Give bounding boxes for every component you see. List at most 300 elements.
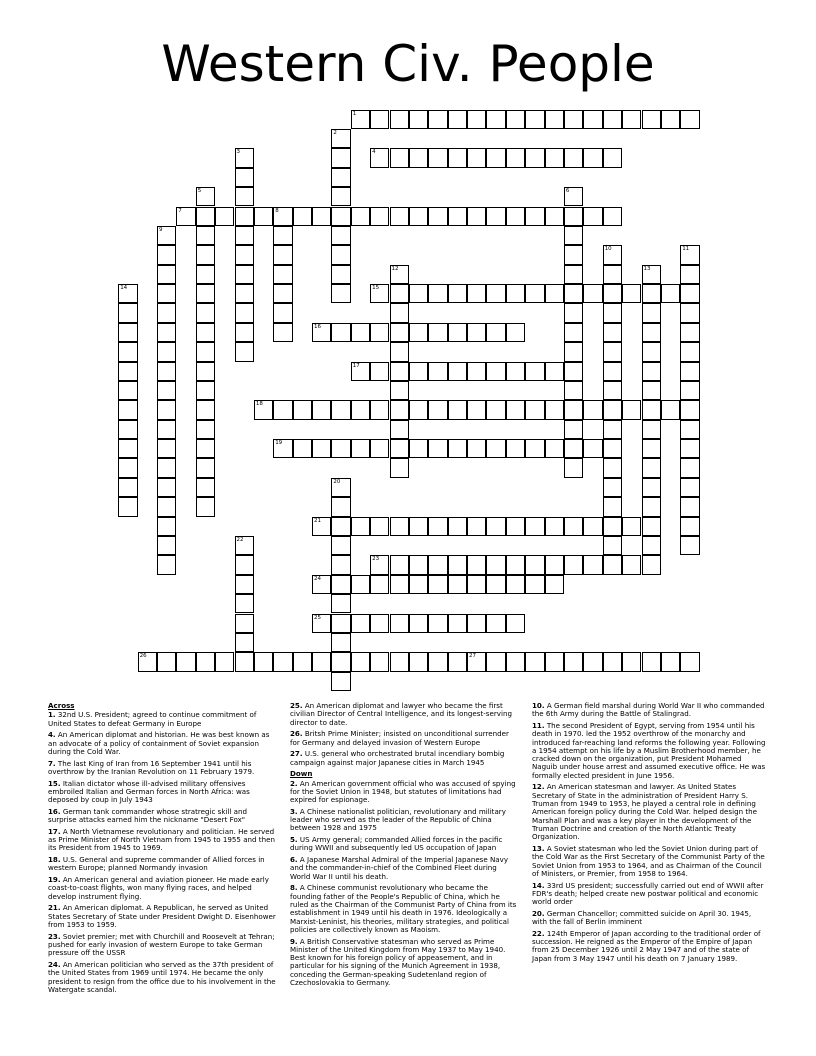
grid-cell[interactable] (545, 439, 564, 458)
grid-cell[interactable] (196, 284, 215, 303)
grid-cell[interactable] (331, 652, 350, 671)
grid-cell[interactable] (331, 284, 350, 303)
grid-cell[interactable] (642, 536, 661, 555)
grid-cell[interactable] (603, 652, 622, 671)
grid-cell[interactable] (525, 575, 544, 594)
grid-cell[interactable] (235, 614, 254, 633)
grid-cell[interactable] (564, 226, 583, 245)
grid-cell[interactable] (235, 284, 254, 303)
grid-cell[interactable] (467, 207, 486, 226)
grid-cell[interactable] (293, 400, 312, 419)
grid-cell[interactable] (390, 323, 409, 342)
grid-cell[interactable] (642, 362, 661, 381)
grid-cell[interactable] (196, 652, 215, 671)
grid-cell[interactable] (642, 342, 661, 361)
grid-cell[interactable] (235, 323, 254, 342)
grid-cell[interactable] (680, 400, 699, 419)
grid-cell[interactable] (486, 400, 505, 419)
grid-cell[interactable] (273, 652, 292, 671)
grid-cell[interactable] (331, 555, 350, 574)
grid-cell[interactable] (351, 439, 370, 458)
grid-cell[interactable] (196, 323, 215, 342)
grid-cell[interactable] (525, 207, 544, 226)
grid-cell[interactable] (215, 652, 234, 671)
grid-cell[interactable] (486, 614, 505, 633)
grid-cell[interactable] (331, 672, 350, 691)
grid-cell[interactable] (525, 110, 544, 129)
grid-cell[interactable] (467, 439, 486, 458)
grid-cell[interactable] (583, 110, 602, 129)
grid-cell[interactable] (448, 148, 467, 167)
grid-cell[interactable] (390, 614, 409, 633)
grid-cell[interactable] (331, 633, 350, 652)
grid-cell[interactable] (254, 207, 273, 226)
grid-cell[interactable] (564, 458, 583, 477)
grid-cell[interactable] (583, 555, 602, 574)
grid-cell[interactable] (642, 458, 661, 477)
grid-cell[interactable] (235, 652, 254, 671)
grid-cell[interactable] (564, 555, 583, 574)
grid-cell[interactable] (390, 400, 409, 419)
grid-cell[interactable] (506, 207, 525, 226)
grid-cell[interactable] (564, 284, 583, 303)
grid-cell[interactable] (215, 207, 234, 226)
grid-cell[interactable] (467, 555, 486, 574)
grid-cell[interactable] (390, 381, 409, 400)
grid-cell[interactable] (642, 381, 661, 400)
grid-cell[interactable] (196, 458, 215, 477)
grid-cell[interactable] (680, 497, 699, 516)
grid-cell[interactable] (428, 652, 447, 671)
grid-cell[interactable] (293, 652, 312, 671)
grid-cell[interactable] (390, 342, 409, 361)
grid-cell[interactable] (486, 439, 505, 458)
grid-cell[interactable] (157, 245, 176, 264)
grid-cell[interactable] (235, 342, 254, 361)
grid-cell[interactable] (409, 555, 428, 574)
grid-cell[interactable] (428, 110, 447, 129)
grid-cell[interactable] (467, 323, 486, 342)
grid-cell[interactable] (351, 207, 370, 226)
grid-cell[interactable] (370, 284, 389, 303)
grid-cell[interactable] (196, 245, 215, 264)
grid-cell[interactable] (448, 614, 467, 633)
grid-cell[interactable] (506, 148, 525, 167)
grid-cell[interactable] (157, 400, 176, 419)
grid-cell[interactable] (409, 110, 428, 129)
grid-cell[interactable] (603, 497, 622, 516)
grid-cell[interactable] (603, 362, 622, 381)
grid-cell[interactable] (196, 342, 215, 361)
grid-cell[interactable] (118, 458, 137, 477)
grid-cell[interactable] (196, 420, 215, 439)
grid-cell[interactable] (486, 652, 505, 671)
grid-cell[interactable] (390, 207, 409, 226)
grid-cell[interactable] (603, 245, 622, 264)
grid-cell[interactable] (351, 652, 370, 671)
grid-cell[interactable] (506, 555, 525, 574)
grid-cell[interactable] (448, 284, 467, 303)
grid-cell[interactable] (564, 381, 583, 400)
grid-cell[interactable] (390, 265, 409, 284)
grid-cell[interactable] (409, 323, 428, 342)
grid-cell[interactable] (293, 439, 312, 458)
grid-cell[interactable] (642, 303, 661, 322)
grid-cell[interactable] (428, 284, 447, 303)
grid-cell[interactable] (312, 323, 331, 342)
grid-cell[interactable] (273, 265, 292, 284)
grid-cell[interactable] (525, 439, 544, 458)
grid-cell[interactable] (118, 323, 137, 342)
grid-cell[interactable] (390, 148, 409, 167)
grid-cell[interactable] (642, 652, 661, 671)
grid-cell[interactable] (622, 110, 641, 129)
grid-cell[interactable] (467, 362, 486, 381)
grid-cell[interactable] (370, 110, 389, 129)
grid-cell[interactable] (680, 342, 699, 361)
grid-cell[interactable] (428, 555, 447, 574)
grid-cell[interactable] (409, 362, 428, 381)
grid-cell[interactable] (564, 342, 583, 361)
grid-cell[interactable] (448, 323, 467, 342)
grid-cell[interactable] (467, 517, 486, 536)
grid-cell[interactable] (390, 517, 409, 536)
grid-cell[interactable] (525, 148, 544, 167)
grid-cell[interactable] (642, 110, 661, 129)
grid-cell[interactable] (564, 517, 583, 536)
grid-cell[interactable] (157, 497, 176, 516)
grid-cell[interactable] (409, 284, 428, 303)
grid-cell[interactable] (661, 652, 680, 671)
grid-cell[interactable] (448, 517, 467, 536)
grid-cell[interactable] (506, 517, 525, 536)
grid-cell[interactable] (506, 284, 525, 303)
grid-cell[interactable] (196, 497, 215, 516)
grid-cell[interactable] (603, 342, 622, 361)
grid-cell[interactable] (118, 362, 137, 381)
grid-cell[interactable] (390, 458, 409, 477)
grid-cell[interactable] (642, 555, 661, 574)
grid-cell[interactable] (428, 207, 447, 226)
grid-cell[interactable] (118, 439, 137, 458)
grid-cell[interactable] (118, 497, 137, 516)
grid-cell[interactable] (235, 594, 254, 613)
grid-cell[interactable] (448, 652, 467, 671)
grid-cell[interactable] (196, 226, 215, 245)
grid-cell[interactable] (622, 517, 641, 536)
grid-cell[interactable] (448, 439, 467, 458)
grid-cell[interactable] (312, 517, 331, 536)
grid-cell[interactable] (506, 652, 525, 671)
grid-cell[interactable] (680, 420, 699, 439)
grid-cell[interactable] (196, 362, 215, 381)
grid-cell[interactable] (680, 652, 699, 671)
grid-cell[interactable] (506, 614, 525, 633)
grid-cell[interactable] (642, 400, 661, 419)
grid-cell[interactable] (331, 207, 350, 226)
grid-cell[interactable] (525, 555, 544, 574)
grid-cell[interactable] (312, 614, 331, 633)
grid-cell[interactable] (486, 207, 505, 226)
grid-cell[interactable] (331, 265, 350, 284)
grid-cell[interactable] (157, 323, 176, 342)
grid-cell[interactable] (196, 478, 215, 497)
grid-cell[interactable] (545, 148, 564, 167)
grid-cell[interactable] (564, 207, 583, 226)
grid-cell[interactable] (390, 439, 409, 458)
grid-cell[interactable] (409, 400, 428, 419)
grid-cell[interactable] (176, 207, 195, 226)
grid-cell[interactable] (118, 420, 137, 439)
grid-cell[interactable] (370, 148, 389, 167)
grid-cell[interactable] (603, 400, 622, 419)
grid-cell[interactable] (486, 517, 505, 536)
grid-cell[interactable] (370, 400, 389, 419)
grid-cell[interactable] (390, 575, 409, 594)
grid-cell[interactable] (196, 439, 215, 458)
grid-cell[interactable] (583, 148, 602, 167)
grid-cell[interactable] (157, 381, 176, 400)
grid-cell[interactable] (235, 536, 254, 555)
grid-cell[interactable] (273, 400, 292, 419)
grid-cell[interactable] (486, 362, 505, 381)
grid-cell[interactable] (467, 148, 486, 167)
grid-cell[interactable] (157, 439, 176, 458)
grid-cell[interactable] (428, 517, 447, 536)
grid-cell[interactable] (331, 594, 350, 613)
grid-cell[interactable] (545, 110, 564, 129)
grid-cell[interactable] (428, 439, 447, 458)
grid-cell[interactable] (370, 575, 389, 594)
grid-cell[interactable] (331, 478, 350, 497)
grid-cell[interactable] (351, 110, 370, 129)
grid-cell[interactable] (370, 517, 389, 536)
grid-cell[interactable] (603, 458, 622, 477)
grid-cell[interactable] (564, 439, 583, 458)
grid-cell[interactable] (506, 400, 525, 419)
grid-cell[interactable] (564, 420, 583, 439)
grid-cell[interactable] (428, 362, 447, 381)
grid-cell[interactable] (545, 207, 564, 226)
grid-cell[interactable] (235, 633, 254, 652)
grid-cell[interactable] (428, 614, 447, 633)
grid-cell[interactable] (680, 536, 699, 555)
grid-cell[interactable] (486, 110, 505, 129)
grid-cell[interactable] (273, 439, 292, 458)
grid-cell[interactable] (312, 207, 331, 226)
grid-cell[interactable] (370, 207, 389, 226)
grid-cell[interactable] (273, 226, 292, 245)
grid-cell[interactable] (331, 575, 350, 594)
grid-cell[interactable] (603, 478, 622, 497)
grid-cell[interactable] (564, 652, 583, 671)
grid-cell[interactable] (235, 207, 254, 226)
grid-cell[interactable] (157, 458, 176, 477)
grid-cell[interactable] (506, 323, 525, 342)
grid-cell[interactable] (680, 458, 699, 477)
grid-cell[interactable] (196, 381, 215, 400)
grid-cell[interactable] (545, 400, 564, 419)
grid-cell[interactable] (409, 207, 428, 226)
grid-cell[interactable] (196, 400, 215, 419)
grid-cell[interactable] (564, 400, 583, 419)
grid-cell[interactable] (603, 148, 622, 167)
grid-cell[interactable] (661, 284, 680, 303)
grid-cell[interactable] (622, 400, 641, 419)
grid-cell[interactable] (642, 284, 661, 303)
grid-cell[interactable] (235, 265, 254, 284)
grid-cell[interactable] (583, 652, 602, 671)
grid-cell[interactable] (331, 168, 350, 187)
grid-cell[interactable] (564, 303, 583, 322)
grid-cell[interactable] (603, 207, 622, 226)
grid-cell[interactable] (370, 652, 389, 671)
grid-cell[interactable] (409, 439, 428, 458)
grid-cell[interactable] (157, 555, 176, 574)
grid-cell[interactable] (351, 575, 370, 594)
grid-cell[interactable] (603, 323, 622, 342)
grid-cell[interactable] (680, 265, 699, 284)
grid-cell[interactable] (564, 110, 583, 129)
grid-cell[interactable] (196, 207, 215, 226)
grid-cell[interactable] (545, 652, 564, 671)
grid-cell[interactable] (525, 362, 544, 381)
grid-cell[interactable] (467, 110, 486, 129)
grid-cell[interactable] (370, 439, 389, 458)
grid-cell[interactable] (157, 362, 176, 381)
grid-cell[interactable] (351, 614, 370, 633)
grid-cell[interactable] (448, 110, 467, 129)
grid-cell[interactable] (680, 439, 699, 458)
grid-cell[interactable] (273, 207, 292, 226)
grid-cell[interactable] (467, 652, 486, 671)
grid-cell[interactable] (157, 420, 176, 439)
grid-cell[interactable] (138, 652, 157, 671)
grid-cell[interactable] (409, 614, 428, 633)
grid-cell[interactable] (157, 517, 176, 536)
grid-cell[interactable] (351, 400, 370, 419)
grid-cell[interactable] (642, 420, 661, 439)
grid-cell[interactable] (331, 323, 350, 342)
grid-cell[interactable] (118, 284, 137, 303)
grid-cell[interactable] (235, 187, 254, 206)
grid-cell[interactable] (448, 555, 467, 574)
grid-cell[interactable] (680, 478, 699, 497)
grid-cell[interactable] (603, 439, 622, 458)
grid-cell[interactable] (428, 575, 447, 594)
grid-cell[interactable] (273, 323, 292, 342)
grid-cell[interactable] (603, 536, 622, 555)
grid-cell[interactable] (564, 187, 583, 206)
grid-cell[interactable] (564, 362, 583, 381)
grid-cell[interactable] (312, 652, 331, 671)
grid-cell[interactable] (390, 110, 409, 129)
grid-cell[interactable] (351, 362, 370, 381)
grid-cell[interactable] (583, 439, 602, 458)
grid-cell[interactable] (331, 148, 350, 167)
grid-cell[interactable] (486, 575, 505, 594)
grid-cell[interactable] (525, 400, 544, 419)
grid-cell[interactable] (273, 245, 292, 264)
grid-cell[interactable] (603, 303, 622, 322)
grid-cell[interactable] (680, 284, 699, 303)
grid-cell[interactable] (680, 517, 699, 536)
grid-cell[interactable] (448, 575, 467, 594)
grid-cell[interactable] (545, 555, 564, 574)
grid-cell[interactable] (312, 575, 331, 594)
grid-cell[interactable] (157, 652, 176, 671)
grid-cell[interactable] (235, 575, 254, 594)
grid-cell[interactable] (680, 245, 699, 264)
grid-cell[interactable] (467, 284, 486, 303)
grid-cell[interactable] (564, 265, 583, 284)
grid-cell[interactable] (642, 265, 661, 284)
grid-cell[interactable] (428, 400, 447, 419)
grid-cell[interactable] (486, 555, 505, 574)
grid-cell[interactable] (642, 478, 661, 497)
grid-cell[interactable] (642, 323, 661, 342)
grid-cell[interactable] (545, 362, 564, 381)
grid-cell[interactable] (603, 381, 622, 400)
grid-cell[interactable] (428, 323, 447, 342)
grid-cell[interactable] (235, 226, 254, 245)
grid-cell[interactable] (331, 400, 350, 419)
grid-cell[interactable] (506, 575, 525, 594)
grid-cell[interactable] (176, 652, 195, 671)
grid-cell[interactable] (235, 148, 254, 167)
grid-cell[interactable] (603, 555, 622, 574)
grid-cell[interactable] (409, 652, 428, 671)
grid-cell[interactable] (506, 110, 525, 129)
grid-cell[interactable] (118, 381, 137, 400)
grid-cell[interactable] (370, 555, 389, 574)
grid-cell[interactable] (331, 439, 350, 458)
grid-cell[interactable] (370, 323, 389, 342)
grid-cell[interactable] (467, 614, 486, 633)
grid-cell[interactable] (642, 439, 661, 458)
grid-cell[interactable] (448, 207, 467, 226)
grid-cell[interactable] (603, 265, 622, 284)
grid-cell[interactable] (583, 207, 602, 226)
grid-cell[interactable] (312, 439, 331, 458)
grid-cell[interactable] (564, 148, 583, 167)
grid-cell[interactable] (157, 342, 176, 361)
grid-cell[interactable] (370, 614, 389, 633)
grid-cell[interactable] (351, 323, 370, 342)
grid-cell[interactable] (545, 517, 564, 536)
grid-cell[interactable] (254, 652, 273, 671)
grid-cell[interactable] (448, 362, 467, 381)
grid-cell[interactable] (506, 362, 525, 381)
grid-cell[interactable] (680, 303, 699, 322)
grid-cell[interactable] (661, 110, 680, 129)
grid-cell[interactable] (564, 245, 583, 264)
grid-cell[interactable] (525, 517, 544, 536)
grid-cell[interactable] (545, 575, 564, 594)
grid-cell[interactable] (525, 284, 544, 303)
grid-cell[interactable] (118, 478, 137, 497)
grid-cell[interactable] (196, 265, 215, 284)
grid-cell[interactable] (583, 284, 602, 303)
grid-cell[interactable] (331, 245, 350, 264)
grid-cell[interactable] (370, 362, 389, 381)
grid-cell[interactable] (564, 323, 583, 342)
grid-cell[interactable] (273, 303, 292, 322)
grid-cell[interactable] (254, 400, 273, 419)
grid-cell[interactable] (603, 284, 622, 303)
grid-cell[interactable] (235, 555, 254, 574)
grid-cell[interactable] (428, 148, 447, 167)
